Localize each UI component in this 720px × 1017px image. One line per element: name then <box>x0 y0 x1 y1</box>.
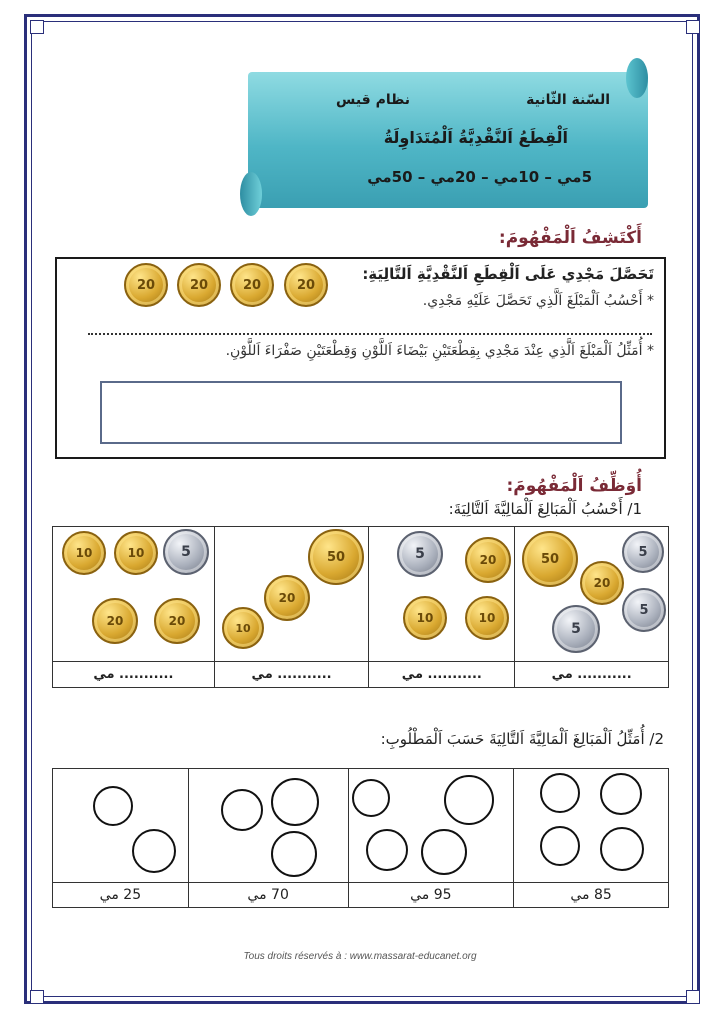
footer-copyright: Tous droits réservés à : www.massarat-educanet.org <box>243 951 477 962</box>
empty-coin-circle[interactable] <box>271 778 319 826</box>
coin-10: 10 <box>62 531 106 575</box>
empty-coin-circle[interactable] <box>540 773 580 813</box>
grade-label: السّنة الثّانية <box>526 92 610 108</box>
empty-coin-circle[interactable] <box>444 775 494 825</box>
empty-coin-circle[interactable] <box>93 786 133 826</box>
amount-label: 95 مي <box>348 883 514 908</box>
exercise-2-cell <box>514 769 669 883</box>
coin-5: 5 <box>622 531 664 573</box>
coin-5: 5 <box>163 529 209 575</box>
empty-coin-circle[interactable] <box>421 829 467 875</box>
answer-box[interactable] <box>100 381 622 444</box>
banner-title: اَلْقِطَعُ اَلنَّقْدِيَّةُ اَلْمُتَدَاوِلَةُ <box>383 128 568 147</box>
frame-corner <box>30 20 44 34</box>
banner-coins-line: 5مي – 10مي – 20مي – 50مي <box>367 168 592 186</box>
empty-coin-circle[interactable] <box>540 826 580 866</box>
coin-20: 20 <box>264 575 310 621</box>
coin-50: 50 <box>522 531 578 587</box>
coin-5: 5 <box>622 588 666 632</box>
coin-5: 5 <box>552 605 600 653</box>
exercise-2-title: 2/ أُمَثِّلُ اَلْمَبَالِغَ اَلْمَالِيَّةَ اَلتَّالِيَةَ حَسَبَ اَلْمَطْلُوبِ: <box>380 730 664 748</box>
coin-20: 20 <box>124 263 168 307</box>
amount-label: 70 مي <box>188 883 348 908</box>
exercise-1-answer[interactable]: ........... مي <box>369 662 515 688</box>
title-banner <box>240 58 650 216</box>
exercise-2-cell <box>188 769 348 883</box>
coin-20: 20 <box>177 263 221 307</box>
empty-coin-circle[interactable] <box>271 831 317 877</box>
empty-coin-circle[interactable] <box>352 779 390 817</box>
exercise-1-answer[interactable]: ........... مي <box>515 662 669 688</box>
coin-10: 10 <box>222 607 264 649</box>
apply-heading: أُوَظِّفُ اَلْمَفْهُومَ: <box>506 476 642 496</box>
coin-20: 20 <box>230 263 274 307</box>
coin-5: 5 <box>397 531 443 577</box>
frame-corner <box>30 990 44 1004</box>
exercise-1-answer[interactable]: ........... مي <box>214 662 369 688</box>
coin-20: 20 <box>465 537 511 583</box>
coin-20: 20 <box>284 263 328 307</box>
discover-question-1: * أَحْسُبُ اَلْمَبْلَغَ اَلَّذِي تَحَصَّلَ عَلَيْهِ مَجْدِي. <box>422 293 654 309</box>
discover-question-2: * أُمَثِّلُ اَلْمَبْلَغَ اَلَّذِي عِنْدَ مَجْدِي بِقِطْعَتَيْنِ بَيْضَاءَ اَللَّوْنِ وَقِطْعَتَيْنِ صَفْرَاءَ اَللَّوْنِ. <box>225 343 654 359</box>
coin-10: 10 <box>403 596 447 640</box>
exercise-1-title: 1/ أَحْسُبُ اَلْمَبَالِغَ اَلْمَالِيَّةَ اَلتَّالِيَةَ: <box>448 500 642 518</box>
discover-heading: أَكْتَشِفُ اَلْمَفْهُومَ: <box>498 228 642 248</box>
coin-20: 20 <box>154 598 200 644</box>
amount-label: 25 مي <box>53 883 189 908</box>
coin-20: 20 <box>92 598 138 644</box>
answer-dotted-line[interactable] <box>88 333 652 335</box>
discover-statement: تَحَصَّلَ مَجْدِي عَلَى اَلْقِطَعِ اَلنَّقْدِيَّةِ اَلتَّالِيَةِ: <box>362 265 654 283</box>
empty-coin-circle[interactable] <box>600 827 644 871</box>
coin-50: 50 <box>308 529 364 585</box>
system-label: نظام قيس <box>336 92 410 108</box>
empty-coin-circle[interactable] <box>132 829 176 873</box>
exercise-1-answer[interactable]: ........... مي <box>53 662 215 688</box>
coin-10: 10 <box>114 531 158 575</box>
empty-coin-circle[interactable] <box>366 829 408 871</box>
empty-coin-circle[interactable] <box>221 789 263 831</box>
amount-label: 85 مي <box>514 883 669 908</box>
coin-20: 20 <box>580 561 624 605</box>
empty-coin-circle[interactable] <box>600 773 642 815</box>
frame-corner <box>686 20 700 34</box>
coin-10: 10 <box>465 596 509 640</box>
frame-corner <box>686 990 700 1004</box>
